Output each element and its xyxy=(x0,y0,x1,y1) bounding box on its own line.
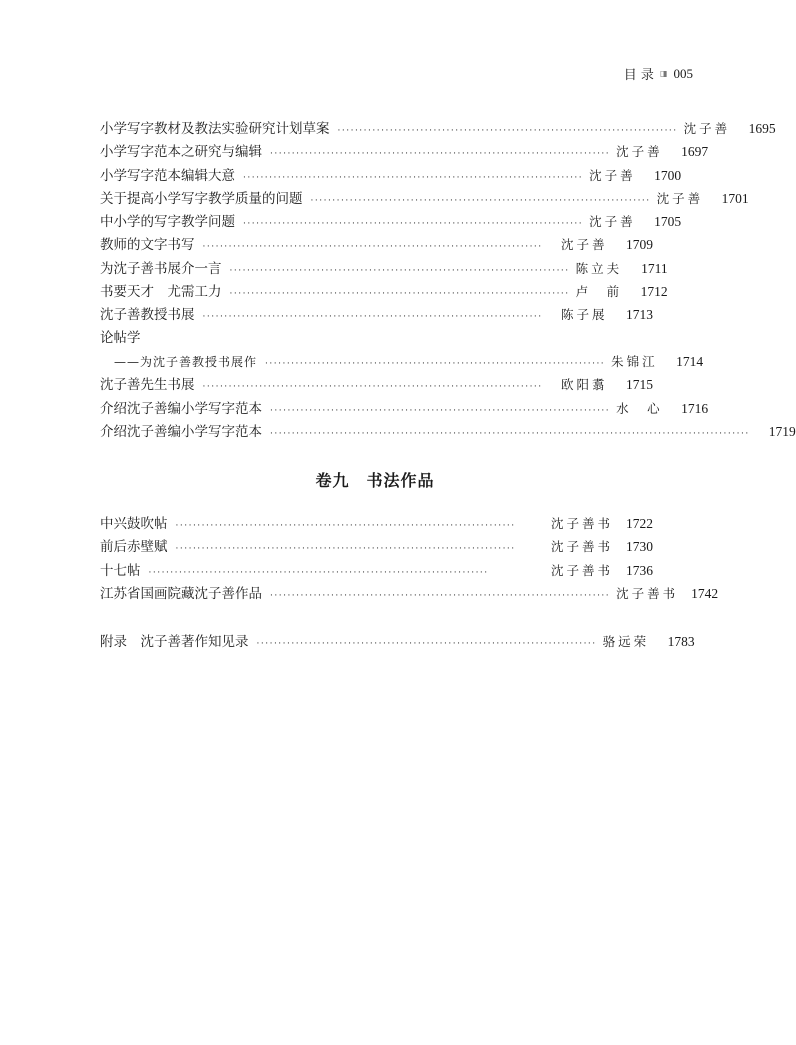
entry-title: 沈子善教授书展 xyxy=(100,307,195,324)
leader-dots: ·············································································· xyxy=(310,195,651,206)
leader-dots: ·············································································· xyxy=(270,405,611,416)
entry-page: 1715 xyxy=(626,377,653,393)
entry-author: 沈子善书 xyxy=(550,562,613,578)
leader-dots: ·············································································· xyxy=(265,358,606,369)
entry-author: 沈子善 xyxy=(616,144,663,160)
running-head-label: 目 录 xyxy=(623,68,654,83)
toc-entry[interactable] xyxy=(100,373,653,396)
leader-dots: ·············································································· xyxy=(202,242,543,253)
leader-dots: ·············································································· xyxy=(243,172,584,183)
leader-dots: ·············································································· xyxy=(337,126,678,136)
entry-author: 沈子善 xyxy=(589,167,636,183)
toc-entry[interactable] xyxy=(100,535,653,558)
entry-page: 1736 xyxy=(626,562,653,578)
entry-author: 沈子善 xyxy=(683,121,731,136)
entry-page: 1714 xyxy=(676,353,704,369)
entry-title: 中小学的写字教学问题 xyxy=(100,214,235,231)
entry-title: 沈子善先生书展 xyxy=(100,377,195,394)
leader-dots: ·············································································· xyxy=(229,265,570,276)
entry-title: 十七帖 xyxy=(100,562,141,579)
entry-page: 1712 xyxy=(640,284,668,300)
entry-author: 沈子善书 xyxy=(550,539,613,555)
leader-dots: ·············································································· xyxy=(175,544,516,555)
entry-page: 1719 xyxy=(768,423,796,439)
entry-title: 为沈子善书展介一言 xyxy=(100,260,222,277)
toc-appendix xyxy=(100,630,695,653)
entry-author: 朱锦江 xyxy=(611,353,658,369)
entry-author: 卢 前 xyxy=(575,284,623,300)
leader-dots: ·············································································· xyxy=(270,590,611,601)
toc-entry[interactable] xyxy=(100,397,709,420)
leader-dots: ·············································································· xyxy=(229,289,570,300)
entry-author: 陈子展 xyxy=(561,307,608,323)
toc-entry[interactable] xyxy=(100,164,682,187)
toc-entry[interactable] xyxy=(100,630,695,653)
entry-author: 骆远荣 xyxy=(602,634,650,649)
entry-author: 沈子善书 xyxy=(550,516,613,531)
running-head xyxy=(624,64,693,83)
entry-title: 江苏省国画院藏沈子善作品 xyxy=(100,585,262,602)
toc-entry[interactable] xyxy=(100,512,653,535)
leader-dots: ·············································································· xyxy=(175,521,516,531)
entry-page: 1697 xyxy=(681,144,709,160)
entry-title: 小学写字范本之研究与编辑 xyxy=(100,144,262,161)
toc-entry[interactable] xyxy=(100,140,709,163)
entry-title: 介绍沈子善编小学写字范本 xyxy=(100,400,262,417)
entry-page: 1716 xyxy=(681,400,709,416)
entry-page: 1711 xyxy=(641,260,668,276)
entry-title: 书要天才 尤需工力 xyxy=(100,284,222,301)
entry-title: 论帖学 xyxy=(100,329,141,346)
toc-entry[interactable] xyxy=(100,280,668,303)
entry-page: 1701 xyxy=(721,190,749,206)
toc-entry-subtitle[interactable] xyxy=(100,350,704,373)
toc-entry[interactable] xyxy=(100,210,682,233)
entry-page: 1742 xyxy=(691,585,719,601)
entry-title: 关于提高小学写字教学质量的问题 xyxy=(100,190,303,207)
toc-entry[interactable] xyxy=(100,420,796,443)
ornament-icon: ◨ xyxy=(659,69,668,78)
volume-heading: 卷九 书法作品 xyxy=(315,471,435,490)
entry-author: 沈子善 xyxy=(656,190,704,206)
entry-page: 1700 xyxy=(654,167,682,183)
leader-dots: ·············································································· xyxy=(243,219,584,230)
entry-title: 小学写字教材及教法实验研究计划草案 xyxy=(100,121,330,137)
entry-page: 1705 xyxy=(654,214,682,230)
entry-title: 附录 沈子善著作知见录 xyxy=(100,634,249,650)
leader-dots: ·············································································· xyxy=(148,567,489,578)
entry-title: 小学写字范本编辑大意 xyxy=(100,167,235,184)
toc-entry-heading[interactable] xyxy=(100,327,653,350)
leader-dots: ·············································································· xyxy=(202,382,543,393)
leader-dots: ·············································································· xyxy=(256,639,597,649)
toc-entry[interactable] xyxy=(100,303,653,326)
entry-page: 1783 xyxy=(667,634,695,649)
entry-author: 沈子善书 xyxy=(616,585,679,601)
entry-page: 1730 xyxy=(626,539,653,555)
toc-entry[interactable] xyxy=(100,117,776,140)
leader-dots: ·············································································································· xyxy=(270,428,750,439)
entry-author: 陈立夫 xyxy=(575,260,623,276)
leader-dots: ·············································································· xyxy=(270,149,611,160)
toc-section-a xyxy=(100,117,796,443)
entry-author: 沈子善 xyxy=(561,237,608,253)
entry-author: 欧阳翥 xyxy=(561,377,608,393)
entry-title: 教师的文字书写 xyxy=(100,237,195,254)
toc-entry[interactable] xyxy=(100,582,719,605)
toc-entry[interactable] xyxy=(100,187,749,210)
entry-title: 介绍沈子善编小学写字范本 xyxy=(100,423,262,440)
entry-page: 1695 xyxy=(748,121,776,136)
entry-title: 前后赤壁赋 xyxy=(100,539,168,556)
entry-page: 1713 xyxy=(626,307,653,323)
toc-volume9 xyxy=(100,512,719,605)
leader-dots: ·············································································· xyxy=(202,312,543,323)
entry-author: 沈子善 xyxy=(589,214,636,230)
entry-author: 水 心 xyxy=(616,400,663,416)
toc-entry[interactable] xyxy=(100,233,653,256)
entry-subtitle: ——为沈子善教授书展作 xyxy=(114,354,258,369)
entry-page: 1709 xyxy=(626,237,653,253)
toc-entry[interactable] xyxy=(100,559,653,582)
entry-title: 中兴鼓吹帖 xyxy=(100,516,168,532)
entry-page: 1722 xyxy=(626,516,653,531)
toc-entry[interactable] xyxy=(100,257,668,280)
page-number: 005 xyxy=(673,65,693,81)
